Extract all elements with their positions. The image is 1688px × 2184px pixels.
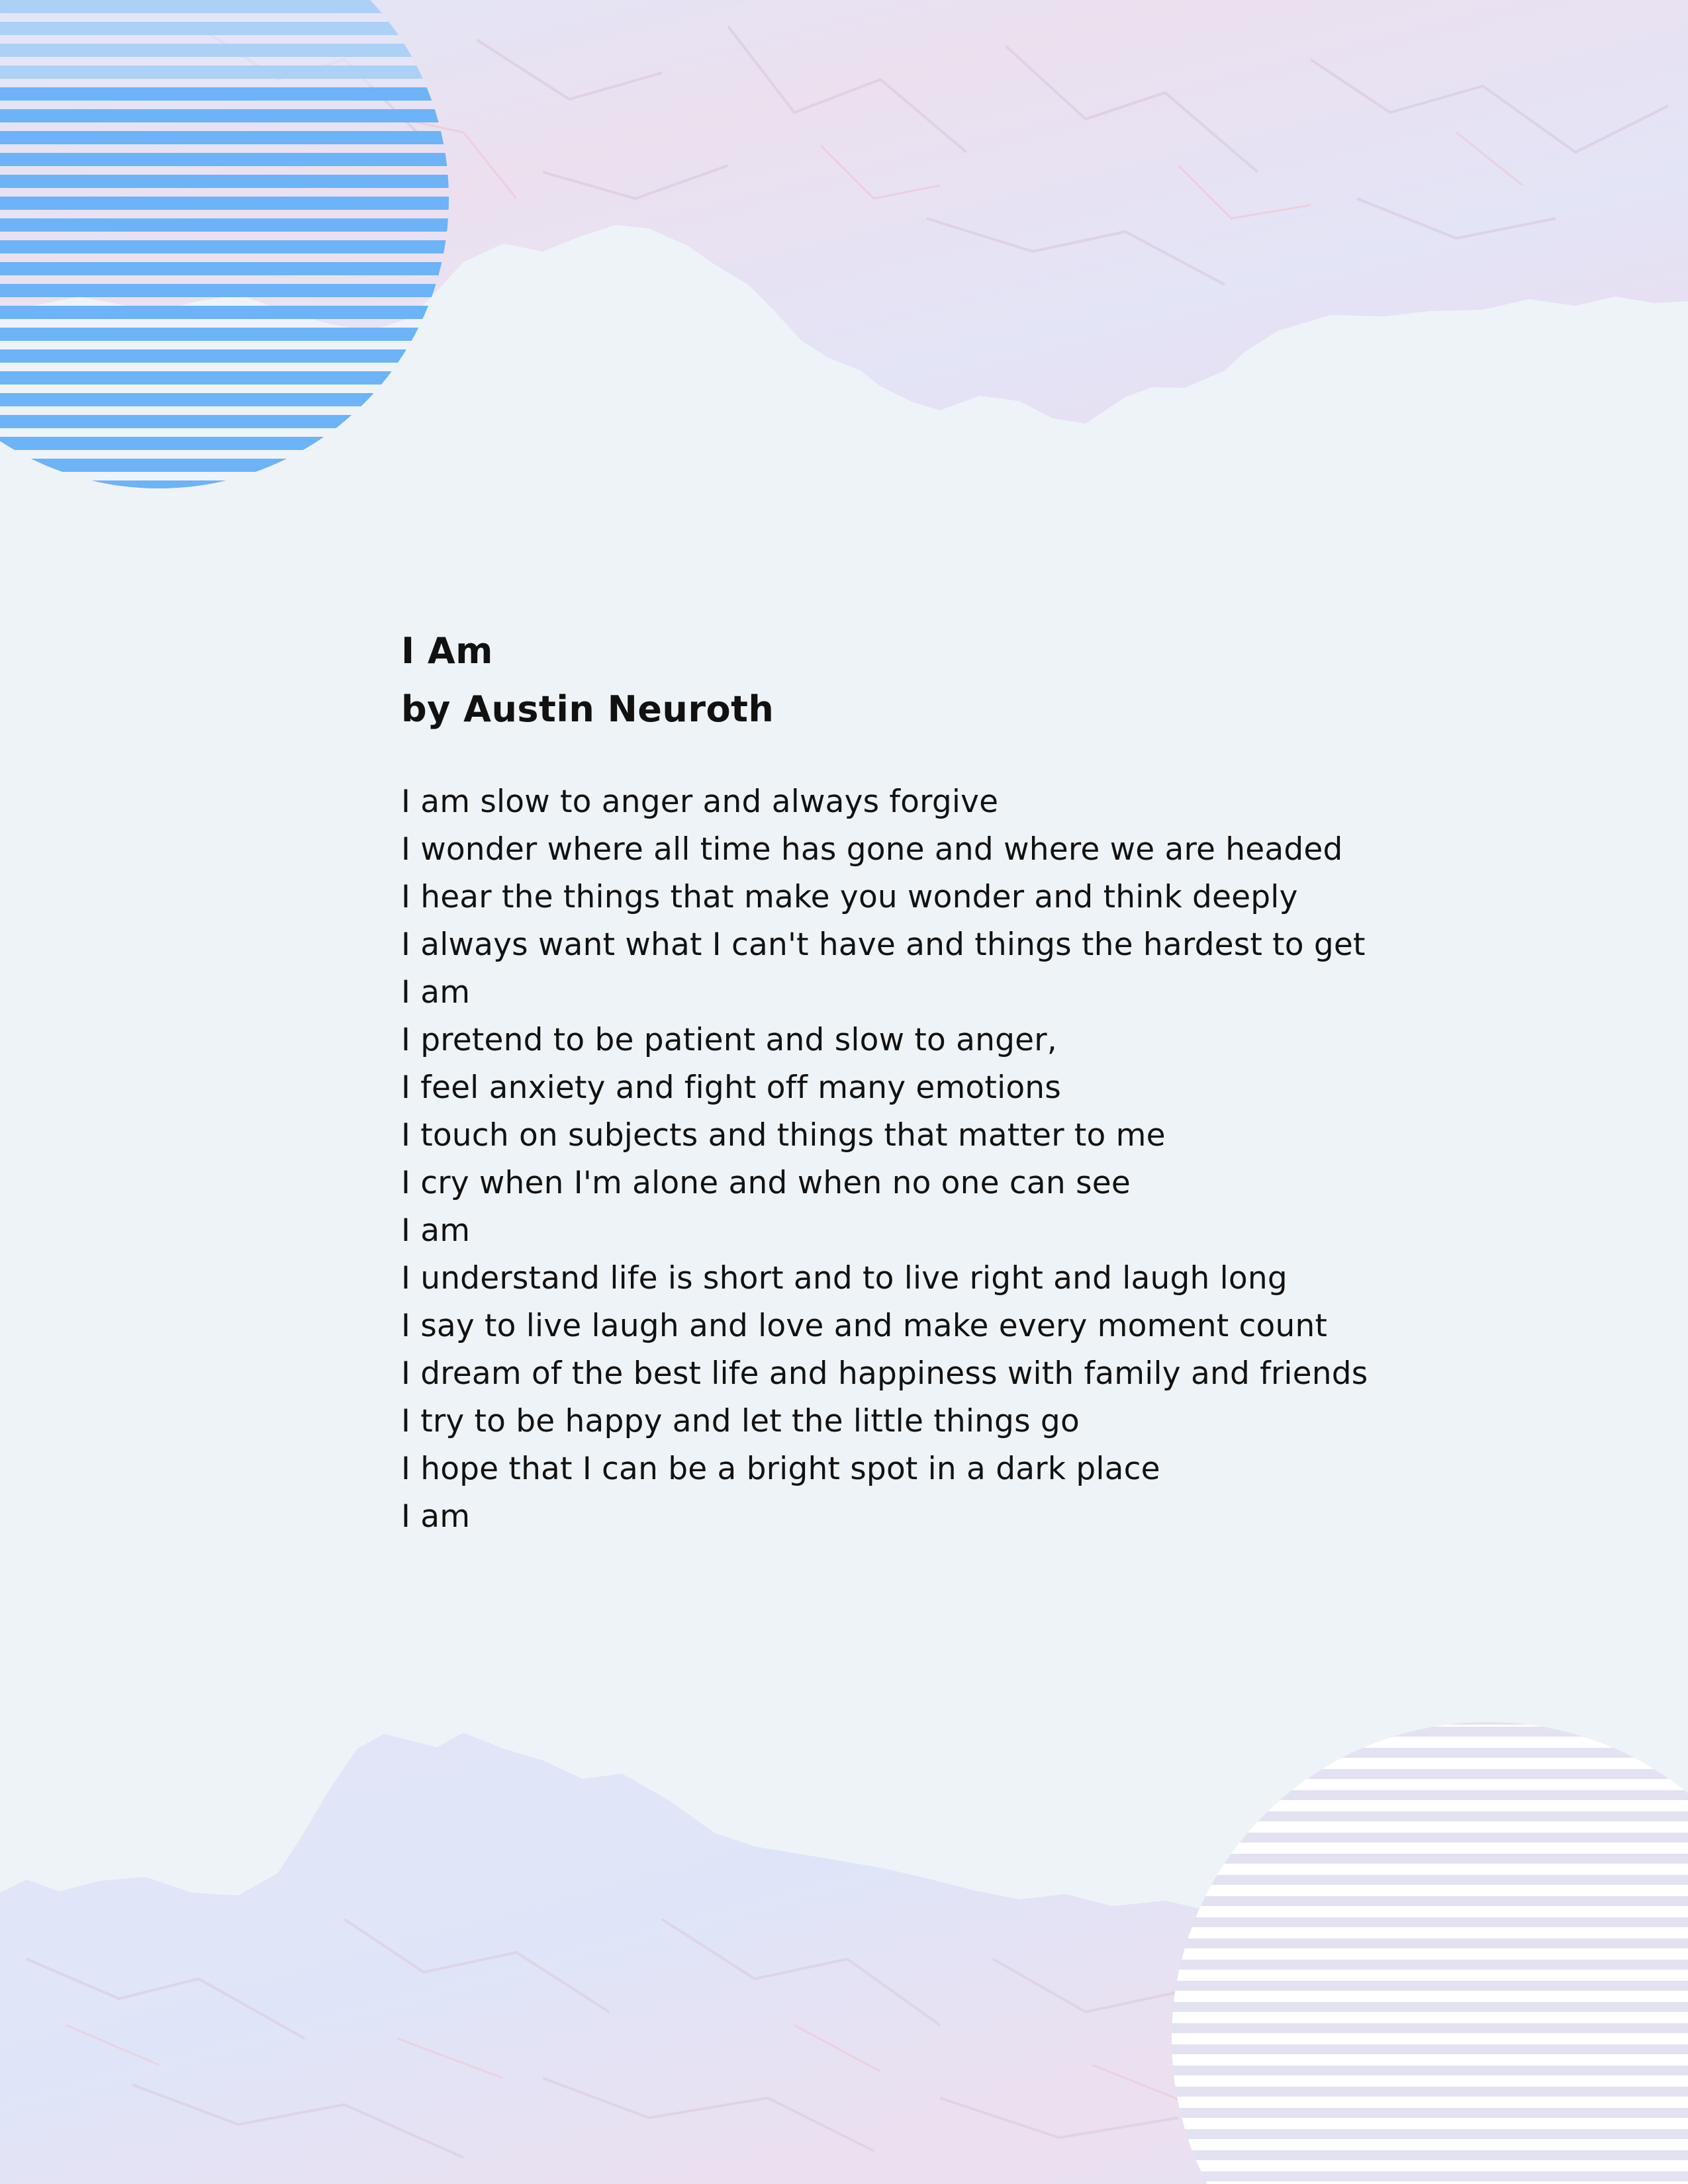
poem-line: I am bbox=[401, 974, 471, 1011]
poem-line: I hear the things that make you wonder and think deeply bbox=[401, 879, 1298, 915]
poem-line: I dream of the best life and happiness with family and friends bbox=[401, 1355, 1368, 1392]
poem-line: I am bbox=[401, 1498, 471, 1535]
poem-line: I wonder where all time has gone and where we are headed bbox=[401, 831, 1343, 868]
poem-line: I pretend to be patient and slow to anger, bbox=[401, 1022, 1057, 1058]
poem-line: I feel anxiety and fight off many emotions bbox=[401, 1069, 1061, 1106]
striped-circle-bottom-right bbox=[1125, 1707, 1688, 2184]
poem-title: I Am bbox=[401, 630, 493, 672]
poem-line: I touch on subjects and things that matter to me bbox=[401, 1117, 1166, 1154]
poem-line: I hope that I can be a bright spot in a dark place bbox=[401, 1451, 1160, 1487]
poem bbox=[401, 622, 1394, 1541]
poem-line: I am slow to anger and always forgive bbox=[401, 784, 999, 820]
poem-line: I try to be happy and let the little things go bbox=[401, 1403, 1080, 1439]
poem-line: I understand life is short and to live right and laugh long bbox=[401, 1260, 1288, 1297]
poem-line: I always want what I can't have and things the hardest to get bbox=[401, 927, 1366, 963]
poem-body bbox=[401, 778, 1394, 1541]
poem-line: I say to live laugh and love and make every moment count bbox=[401, 1308, 1328, 1344]
poem-author: by Austin Neuroth bbox=[401, 688, 774, 730]
poem-line: I cry when I'm alone and when no one can see bbox=[401, 1165, 1131, 1201]
poem-line: I am bbox=[401, 1212, 471, 1249]
